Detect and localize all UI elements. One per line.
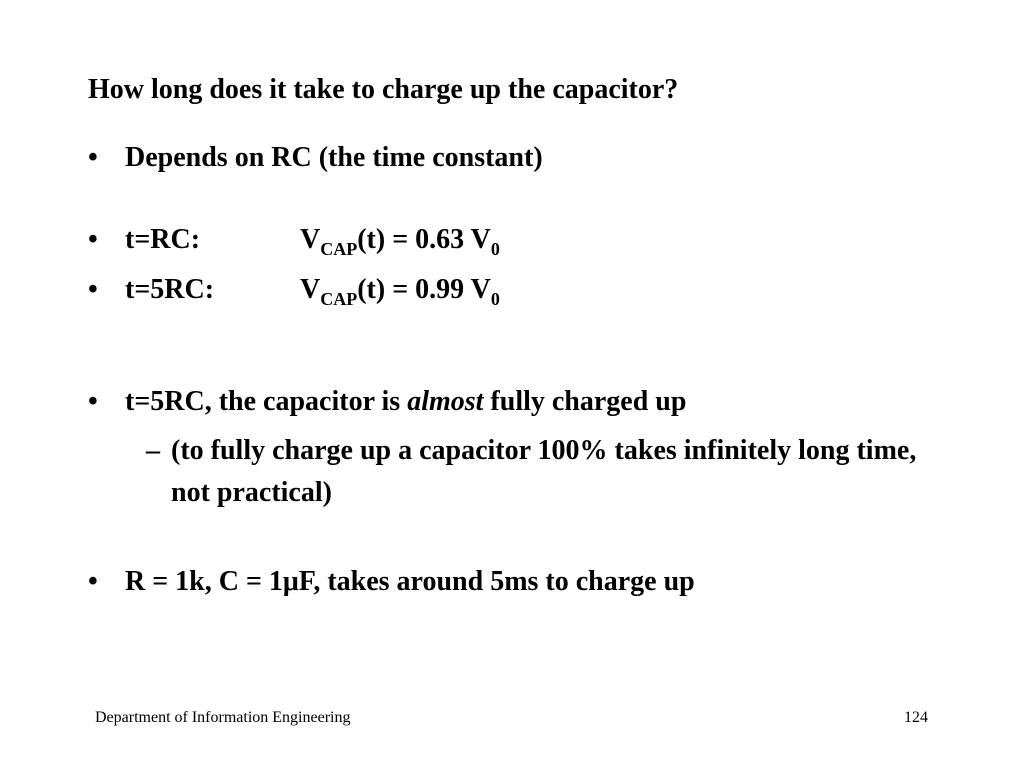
footer-department: Department of Information Engineering (95, 709, 351, 726)
sub-bullet-text: (to fully charge up a capacitor 100% takes infinitely long time, not practical) (171, 435, 917, 508)
bullet-text: t=5RC, the capacitor is almost fully charged up (125, 386, 687, 417)
bullet-equation: $V_{CAP}(t) = 0.99$ $V_0$ (300, 274, 500, 309)
bullet-text: R = 1k, C = 1μF, takes around 5ms to charge up (125, 566, 695, 597)
bullet-dot: • (88, 386, 98, 417)
slide-title: How long does it take to charge up the capacitor? (88, 74, 679, 105)
emphasis-text: almost (407, 386, 484, 417)
bullet-dot: • (88, 224, 98, 255)
bullet-dot: • (88, 274, 98, 305)
sub-bullet-dash: – (146, 435, 160, 466)
bullet-dot: • (88, 566, 98, 597)
bullet-text: Depends on RC (the time constant) (125, 142, 543, 173)
bullet-equation: $V_{CAP}(t) = 0.63$ $V_0$ (300, 224, 500, 259)
bullet-dot: • (88, 142, 98, 173)
bullet-label: t=5RC: (125, 274, 215, 305)
footer-page-number: 124 (904, 709, 928, 726)
bullet-label: t=RC: (125, 224, 201, 255)
